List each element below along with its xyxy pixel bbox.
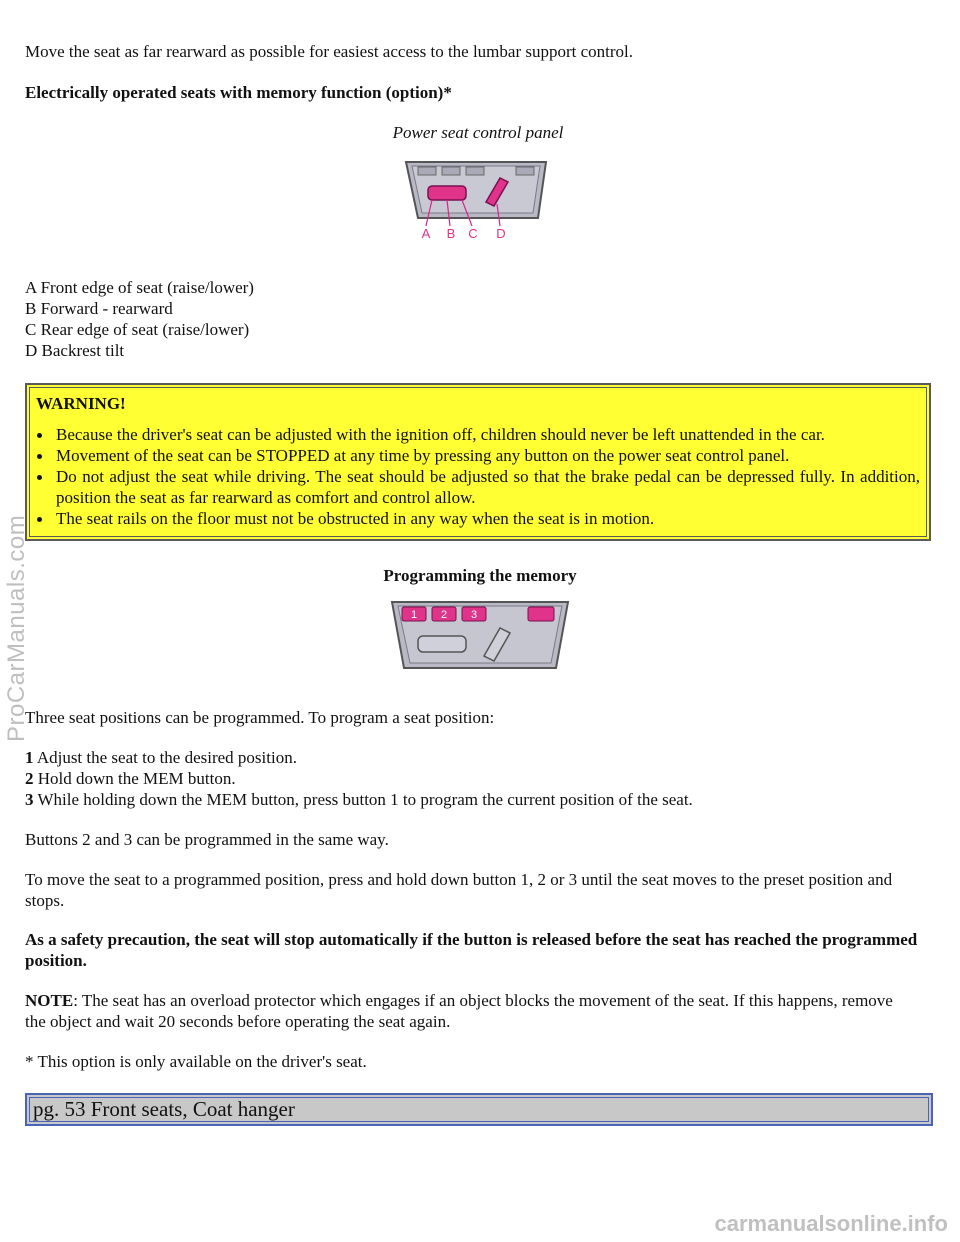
figure1-caption: Power seat control panel bbox=[392, 123, 564, 142]
page-footer-bar bbox=[25, 1093, 933, 1126]
warning-item: The seat rails on the floor must not be obstructed in any way when the seat is in motion. bbox=[36, 508, 920, 529]
section-heading: Electrically operated seats with memory function (option)* bbox=[25, 83, 452, 102]
warning-box bbox=[25, 383, 931, 541]
warning-title: WARNING! bbox=[36, 394, 126, 413]
legend-item: D Backrest tilt bbox=[25, 341, 125, 360]
intro-text: Move the seat as far rearward as possible for easiest access to the lumbar support control. bbox=[25, 42, 634, 61]
legend-item: A Front edge of seat (raise/lower) bbox=[25, 278, 254, 297]
callout-a: A bbox=[421, 226, 431, 241]
move-paragraph: To move the seat to a programmed position, press and hold down button 1, 2 or 3 until the seat moves to the preset position and stops. bbox=[25, 870, 893, 910]
warning-item: Do not adjust the seat while driving. The seat should be adjusted so that the brake pedal can be depressed fully. In addition, position the seat as far rearward as comfort and control allow. bbox=[36, 466, 920, 508]
memory-panel-figure bbox=[388, 598, 572, 672]
memory-3-label: 3 bbox=[470, 609, 478, 621]
legend-item: C Rear edge of seat (raise/lower) bbox=[25, 320, 250, 339]
memory-1-label: 1 bbox=[410, 609, 418, 621]
callout-c: C bbox=[468, 226, 478, 241]
memory-2-label: 2 bbox=[440, 609, 448, 621]
warning-list bbox=[36, 424, 920, 529]
bottom-watermark: carmanualsonline.info bbox=[714, 1211, 948, 1236]
note-label: NOTE bbox=[25, 991, 74, 1010]
program-intro: Three seat positions can be programmed. To program a seat position: bbox=[25, 708, 495, 727]
note-paragraph bbox=[25, 990, 905, 1032]
side-watermark: ProCarManuals.com bbox=[3, 514, 30, 742]
legend-item: B Forward - rearward bbox=[25, 299, 173, 318]
callout-d: D bbox=[496, 226, 506, 241]
note-text: : The seat has an overload protector which engages if an object blocks the movement of the seat. If this happens, remove the object and wait 20 seconds before operating the seat again. bbox=[25, 991, 893, 1031]
power-seat-panel-figure bbox=[400, 156, 560, 242]
figure2-caption: Programming the memory bbox=[383, 566, 577, 585]
footer-text: pg. 53 Front seats, Coat hanger bbox=[33, 1097, 295, 1121]
step-item: 1 Adjust the seat to the desired position. bbox=[25, 748, 297, 767]
footnote: * This option is only available on the driver's seat. bbox=[25, 1052, 367, 1071]
warning-item: Because the driver's seat can be adjusted with the ignition off, children should never be left unattended in the car. bbox=[36, 424, 920, 445]
warning-item: Movement of the seat can be STOPPED at any time by pressing any button on the power seat control panel. bbox=[36, 445, 920, 466]
step-list bbox=[25, 747, 693, 810]
safety-paragraph: As a safety precaution, the seat will stop automatically if the button is released before the seat has reached the programmed position. bbox=[25, 930, 918, 970]
step-item: 3 While holding down the MEM button, press button 1 to program the current position of the seat. bbox=[25, 790, 693, 809]
buttons-paragraph: Buttons 2 and 3 can be programmed in the same way. bbox=[25, 830, 389, 849]
step-item: 2 Hold down the MEM button. bbox=[25, 769, 236, 788]
callout-b: B bbox=[446, 226, 456, 241]
figure-legend bbox=[25, 277, 254, 361]
